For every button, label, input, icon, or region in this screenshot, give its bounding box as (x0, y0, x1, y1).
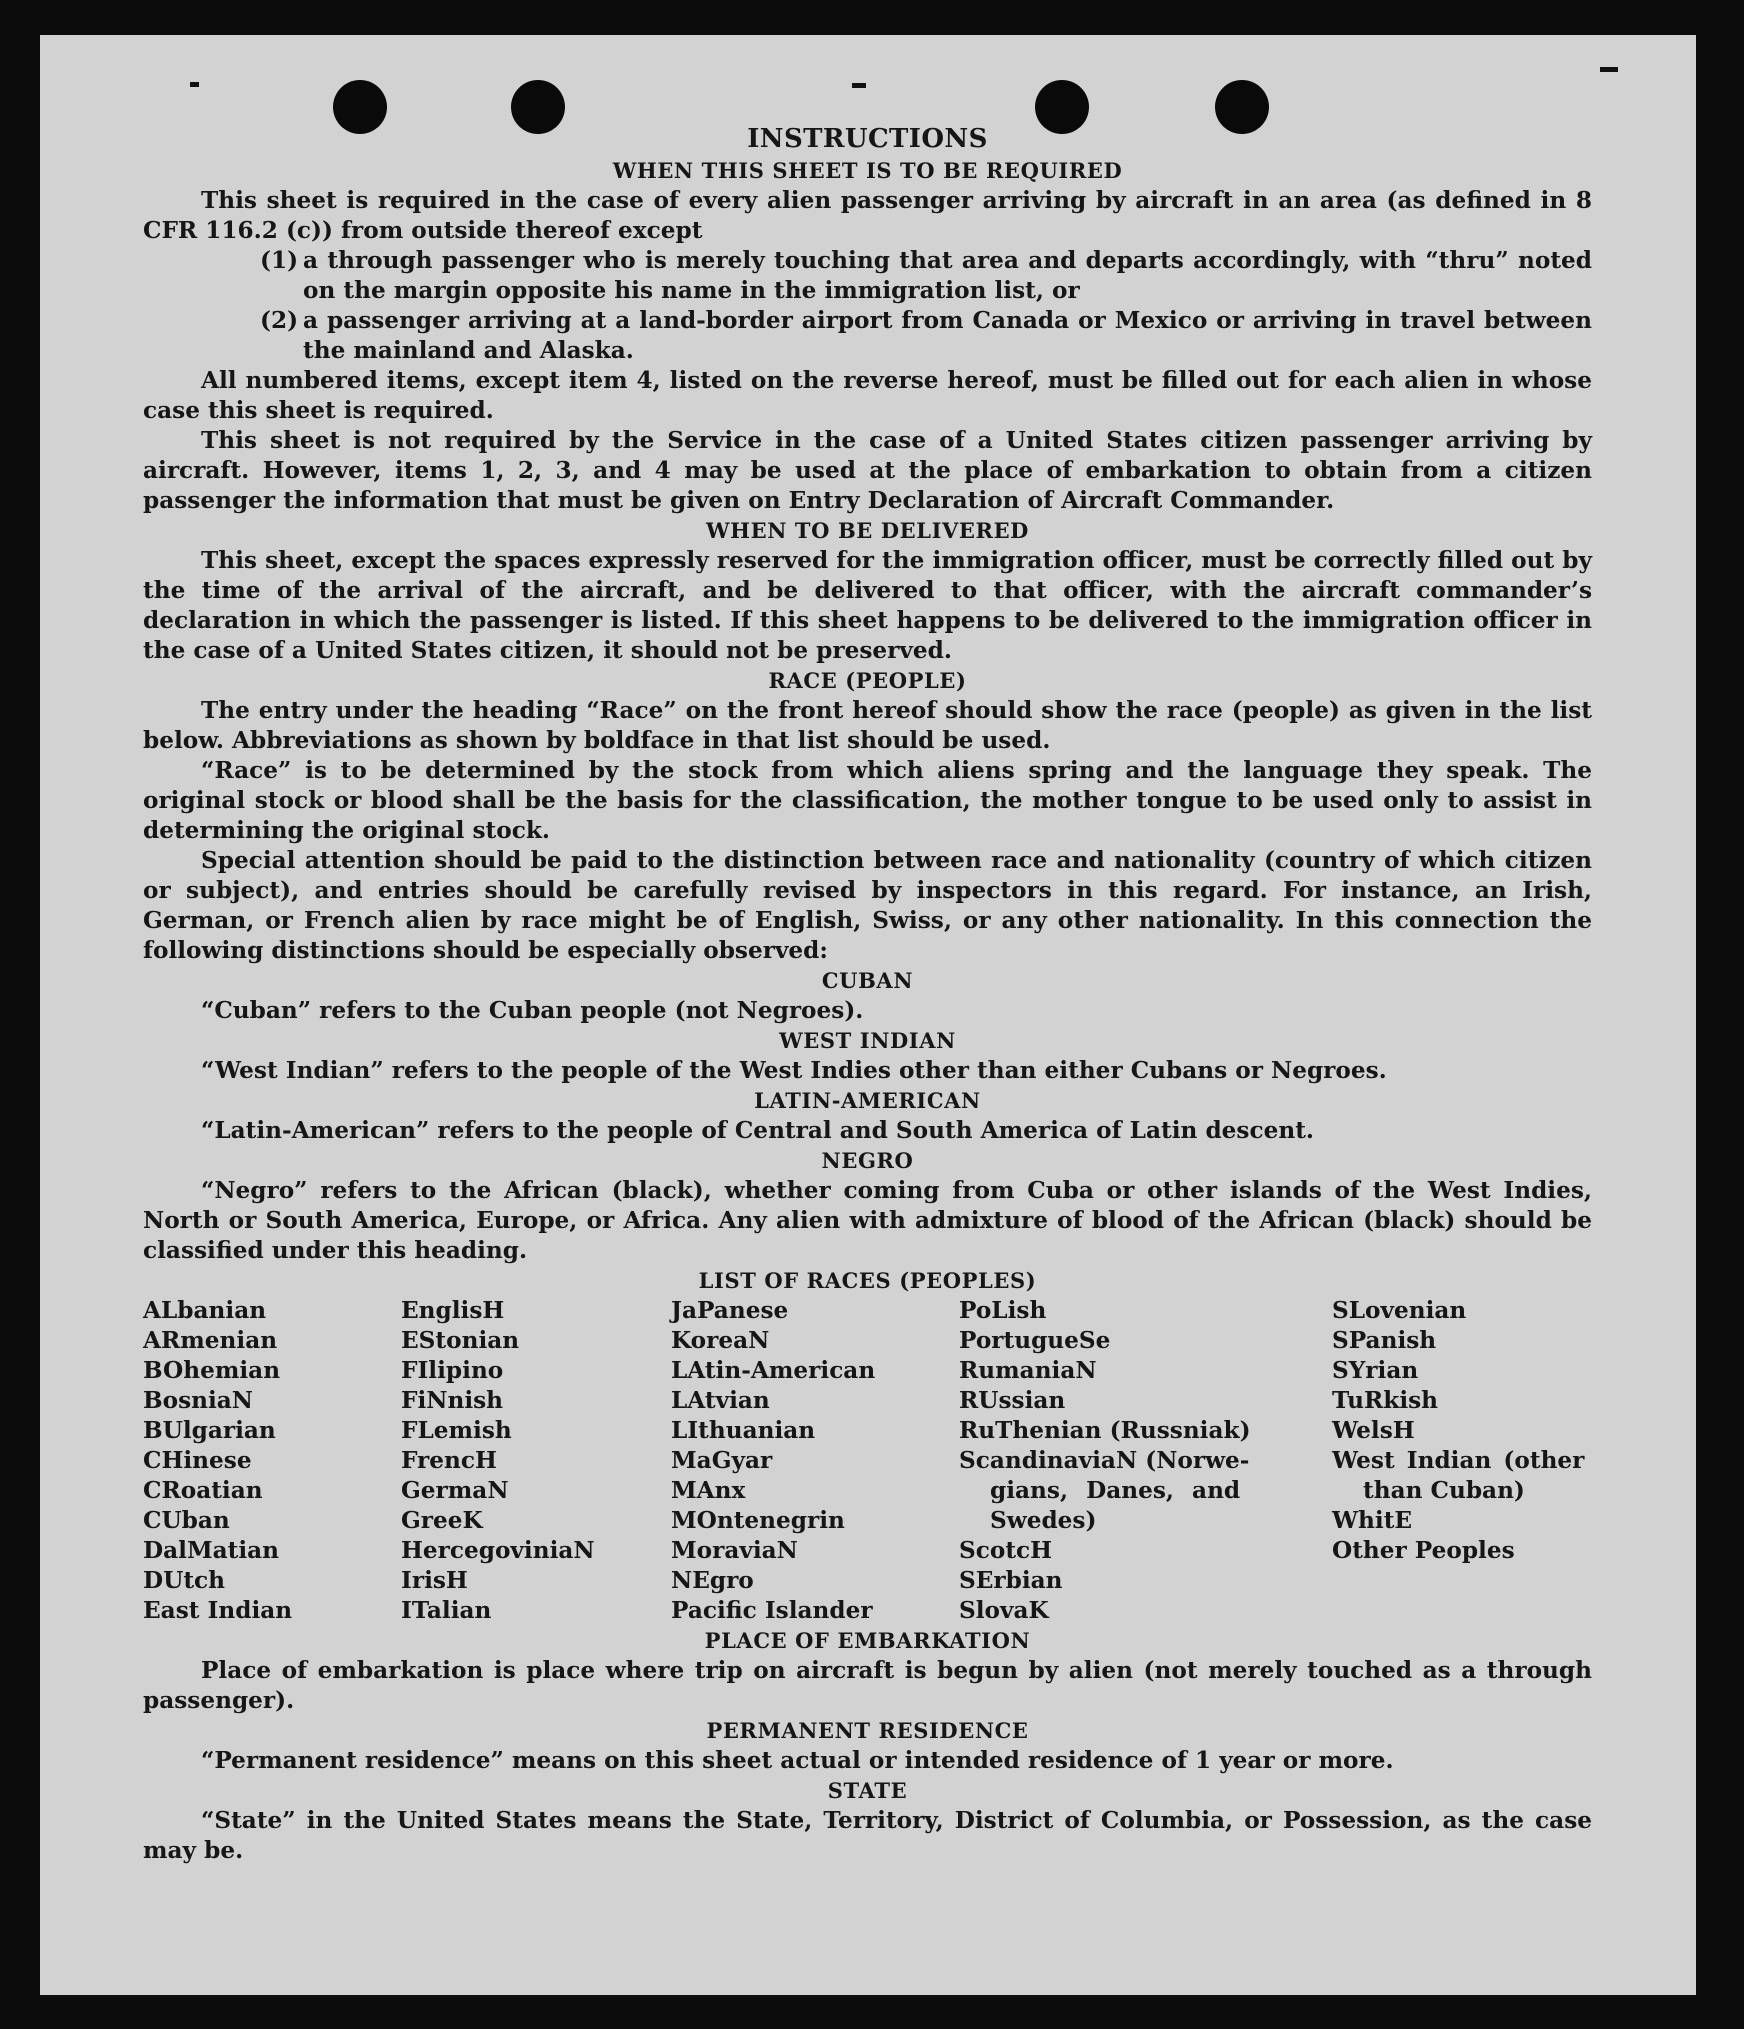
race-item: LAtin-American (671, 1357, 876, 1384)
paragraph: “State” in the United States means the State, Territory, District of Columbia, or Possession, as the case may be. (143, 1807, 1592, 1864)
section-heading: LATIN-AMERICAN (754, 1088, 981, 1113)
document-page (40, 35, 1696, 1995)
paragraph: “Permanent residence” means on this sheet actual or intended residence of 1 year or more. (201, 1747, 1394, 1774)
race-item: ScandinaviaN (Norwe- (959, 1447, 1250, 1474)
race-item-continued: gians, Danes, and (990, 1477, 1241, 1504)
race-item: FrencH (401, 1447, 497, 1474)
paragraph: This sheet is required in the case of every alien passenger arriving by aircraft in an area (as defined in 8 CFR 116.2 (c)) from outside thereof except (143, 187, 1592, 244)
race-item: BosniaN (143, 1387, 254, 1414)
race-item: CHinese (143, 1447, 252, 1474)
section-heading: WHEN TO BE DELIVERED (705, 518, 1029, 543)
race-item: FIlipino (401, 1357, 504, 1384)
section-heading: PLACE OF EMBARKATION (704, 1628, 1031, 1653)
paragraph: Place of embarkation is place where trip on aircraft is begun by alien (not merely touched as a through passenger). (143, 1657, 1592, 1714)
section-heading: RACE (PEOPLE) (768, 668, 967, 693)
race-item: GermaN (401, 1477, 509, 1504)
paragraph: This sheet, except the spaces expressly reserved for the immigration officer, must be correctly filled out by the time of the arrival of the aircraft, and be delivered to that officer, with the aircraft commander’s declaration in which the passenger is listed. If this sheet happens to be delivered to the immigration officer in the case of a United States citizen, it should not be preserved. (143, 547, 1592, 664)
race-item: ITalian (401, 1597, 492, 1624)
races-column (1332, 1296, 1592, 1626)
race-item: FiNnish (401, 1387, 504, 1414)
race-item: ALbanian (143, 1297, 267, 1324)
race-item: LAtvian (671, 1387, 770, 1414)
race-item: FLemish (401, 1417, 512, 1444)
race-item: LIthuanian (671, 1417, 816, 1444)
section-heading: LIST OF RACES (PEOPLES) (698, 1268, 1037, 1293)
section-heading: PERMANENT RESIDENCE (706, 1718, 1029, 1743)
paragraph: This sheet is not required by the Service in the case of a United States citizen passenger arriving by aircraft. However, items 1, 2, 3, and 4 may be used at the place of embarkation to obtain from a citizen passenger the information that must be given on Entry Declaration of Aircraft Commander. (143, 427, 1592, 514)
races-list (143, 1296, 1592, 1626)
race-item: MOntenegrin (671, 1507, 845, 1534)
list-item-number: (2) (260, 307, 299, 334)
race-item: CUban (143, 1507, 230, 1534)
list-item-text: a through passenger who is merely touching that area and departs accordingly, with “thru” noted on the margin opposite his name in the immigration list, or (303, 247, 1592, 304)
race-item: BOhemian (143, 1357, 281, 1384)
race-item: EStonian (401, 1327, 520, 1354)
race-item: KoreaN (671, 1327, 770, 1354)
race-item: Other Peoples (1332, 1537, 1515, 1564)
section-heading: WHEN THIS SHEET IS TO BE REQUIRED (612, 158, 1123, 183)
races-column (143, 1296, 401, 1626)
race-item: ScotcH (959, 1537, 1053, 1564)
section-heading: STATE (827, 1778, 908, 1803)
race-item: SYrian (1332, 1357, 1419, 1384)
race-item: SlovaK (959, 1597, 1049, 1624)
race-item: CRoatian (143, 1477, 263, 1504)
race-item: HercegoviniaN (401, 1537, 595, 1564)
section-heading: WEST INDIAN (779, 1028, 956, 1053)
race-item: RuThenian (Russniak) (959, 1417, 1251, 1444)
paragraph: “Race” is to be determined by the stock from which aliens spring and the language they speak. The original stock or blood shall be the basis for the classification, the mother tongue to be used only to assist in determining the original stock. (143, 757, 1592, 844)
race-item: TuRkish (1332, 1387, 1439, 1414)
race-item: BUlgarian (143, 1417, 276, 1444)
paragraph: The entry under the heading “Race” on the front hereof should show the race (people) as given in the list below. Abbreviations as shown by boldface in that list should be used. (143, 697, 1592, 754)
race-item: PortugueSe (959, 1327, 1111, 1354)
race-item: EnglisH (401, 1297, 505, 1324)
section-heading: NEGRO (821, 1148, 914, 1173)
races-column (959, 1296, 1332, 1626)
race-item: Pacific Islander (671, 1597, 873, 1624)
scan-mark (190, 82, 199, 87)
paragraph: “West Indian” refers to the people of the West Indies other than either Cubans or Negroes. (201, 1057, 1387, 1084)
race-item-continued: than Cuban) (1363, 1477, 1525, 1504)
race-item: MoraviaN (671, 1537, 798, 1564)
race-item: ARmenian (143, 1327, 278, 1354)
scan-mark (1600, 67, 1618, 72)
paragraph: “Cuban” refers to the Cuban people (not Negroes). (201, 997, 864, 1024)
paragraph: Special attention should be paid to the distinction between race and nationality (country of which citizen or subject), and entries should be carefully revised by inspectors in this regard. For instance, an Irish, German, or French alien by race might be of English, Swiss, or any other nationality. In this connection the following distinctions should be especially observed: (143, 847, 1592, 964)
race-item: PoLish (959, 1297, 1047, 1324)
race-item: East Indian (143, 1597, 293, 1624)
race-item: MAnx (671, 1477, 746, 1504)
paragraph: “Latin-American” refers to the people of Central and South America of Latin descent. (201, 1117, 1314, 1144)
race-item: DUtch (143, 1567, 226, 1594)
race-item: GreeK (401, 1507, 483, 1534)
race-item-continued: Swedes) (990, 1507, 1097, 1534)
race-item: WelsH (1332, 1417, 1415, 1444)
scan-mark (852, 83, 866, 88)
paragraph: “Negro” refers to the African (black), whether coming from Cuba or other islands of the West Indies, North or South America, Europe, or Africa. Any alien with admixture of blood of the African (black) should be classified under this heading. (143, 1177, 1592, 1264)
list-item-number: (1) (260, 247, 299, 274)
race-item: SErbian (959, 1567, 1063, 1594)
list-item (143, 246, 1592, 306)
list-item (143, 306, 1592, 366)
races-column (671, 1296, 959, 1626)
race-item: RumaniaN (959, 1357, 1097, 1384)
instructions-body (143, 122, 1592, 1866)
race-item: MaGyar (671, 1447, 773, 1474)
race-item: SPanish (1332, 1327, 1437, 1354)
race-item: IrisH (401, 1567, 468, 1594)
list-item-text: a passenger arriving at a land-border airport from Canada or Mexico or arriving in travel between the mainland and Alaska. (303, 307, 1592, 364)
paragraph: All numbered items, except item 4, listed on the reverse hereof, must be filled out for each alien in whose case this sheet is required. (143, 367, 1592, 424)
section-heading: CUBAN (821, 968, 914, 993)
race-item: SLovenian (1332, 1297, 1467, 1324)
page-title: INSTRUCTIONS (747, 124, 988, 154)
race-item: NEgro (671, 1567, 754, 1594)
race-item: West Indian (other (1332, 1447, 1585, 1474)
race-item: RUssian (959, 1387, 1066, 1414)
race-item: WhitE (1332, 1507, 1413, 1534)
races-column (401, 1296, 671, 1626)
race-item: JaPanese (671, 1297, 789, 1324)
race-item: DalMatian (143, 1537, 280, 1564)
